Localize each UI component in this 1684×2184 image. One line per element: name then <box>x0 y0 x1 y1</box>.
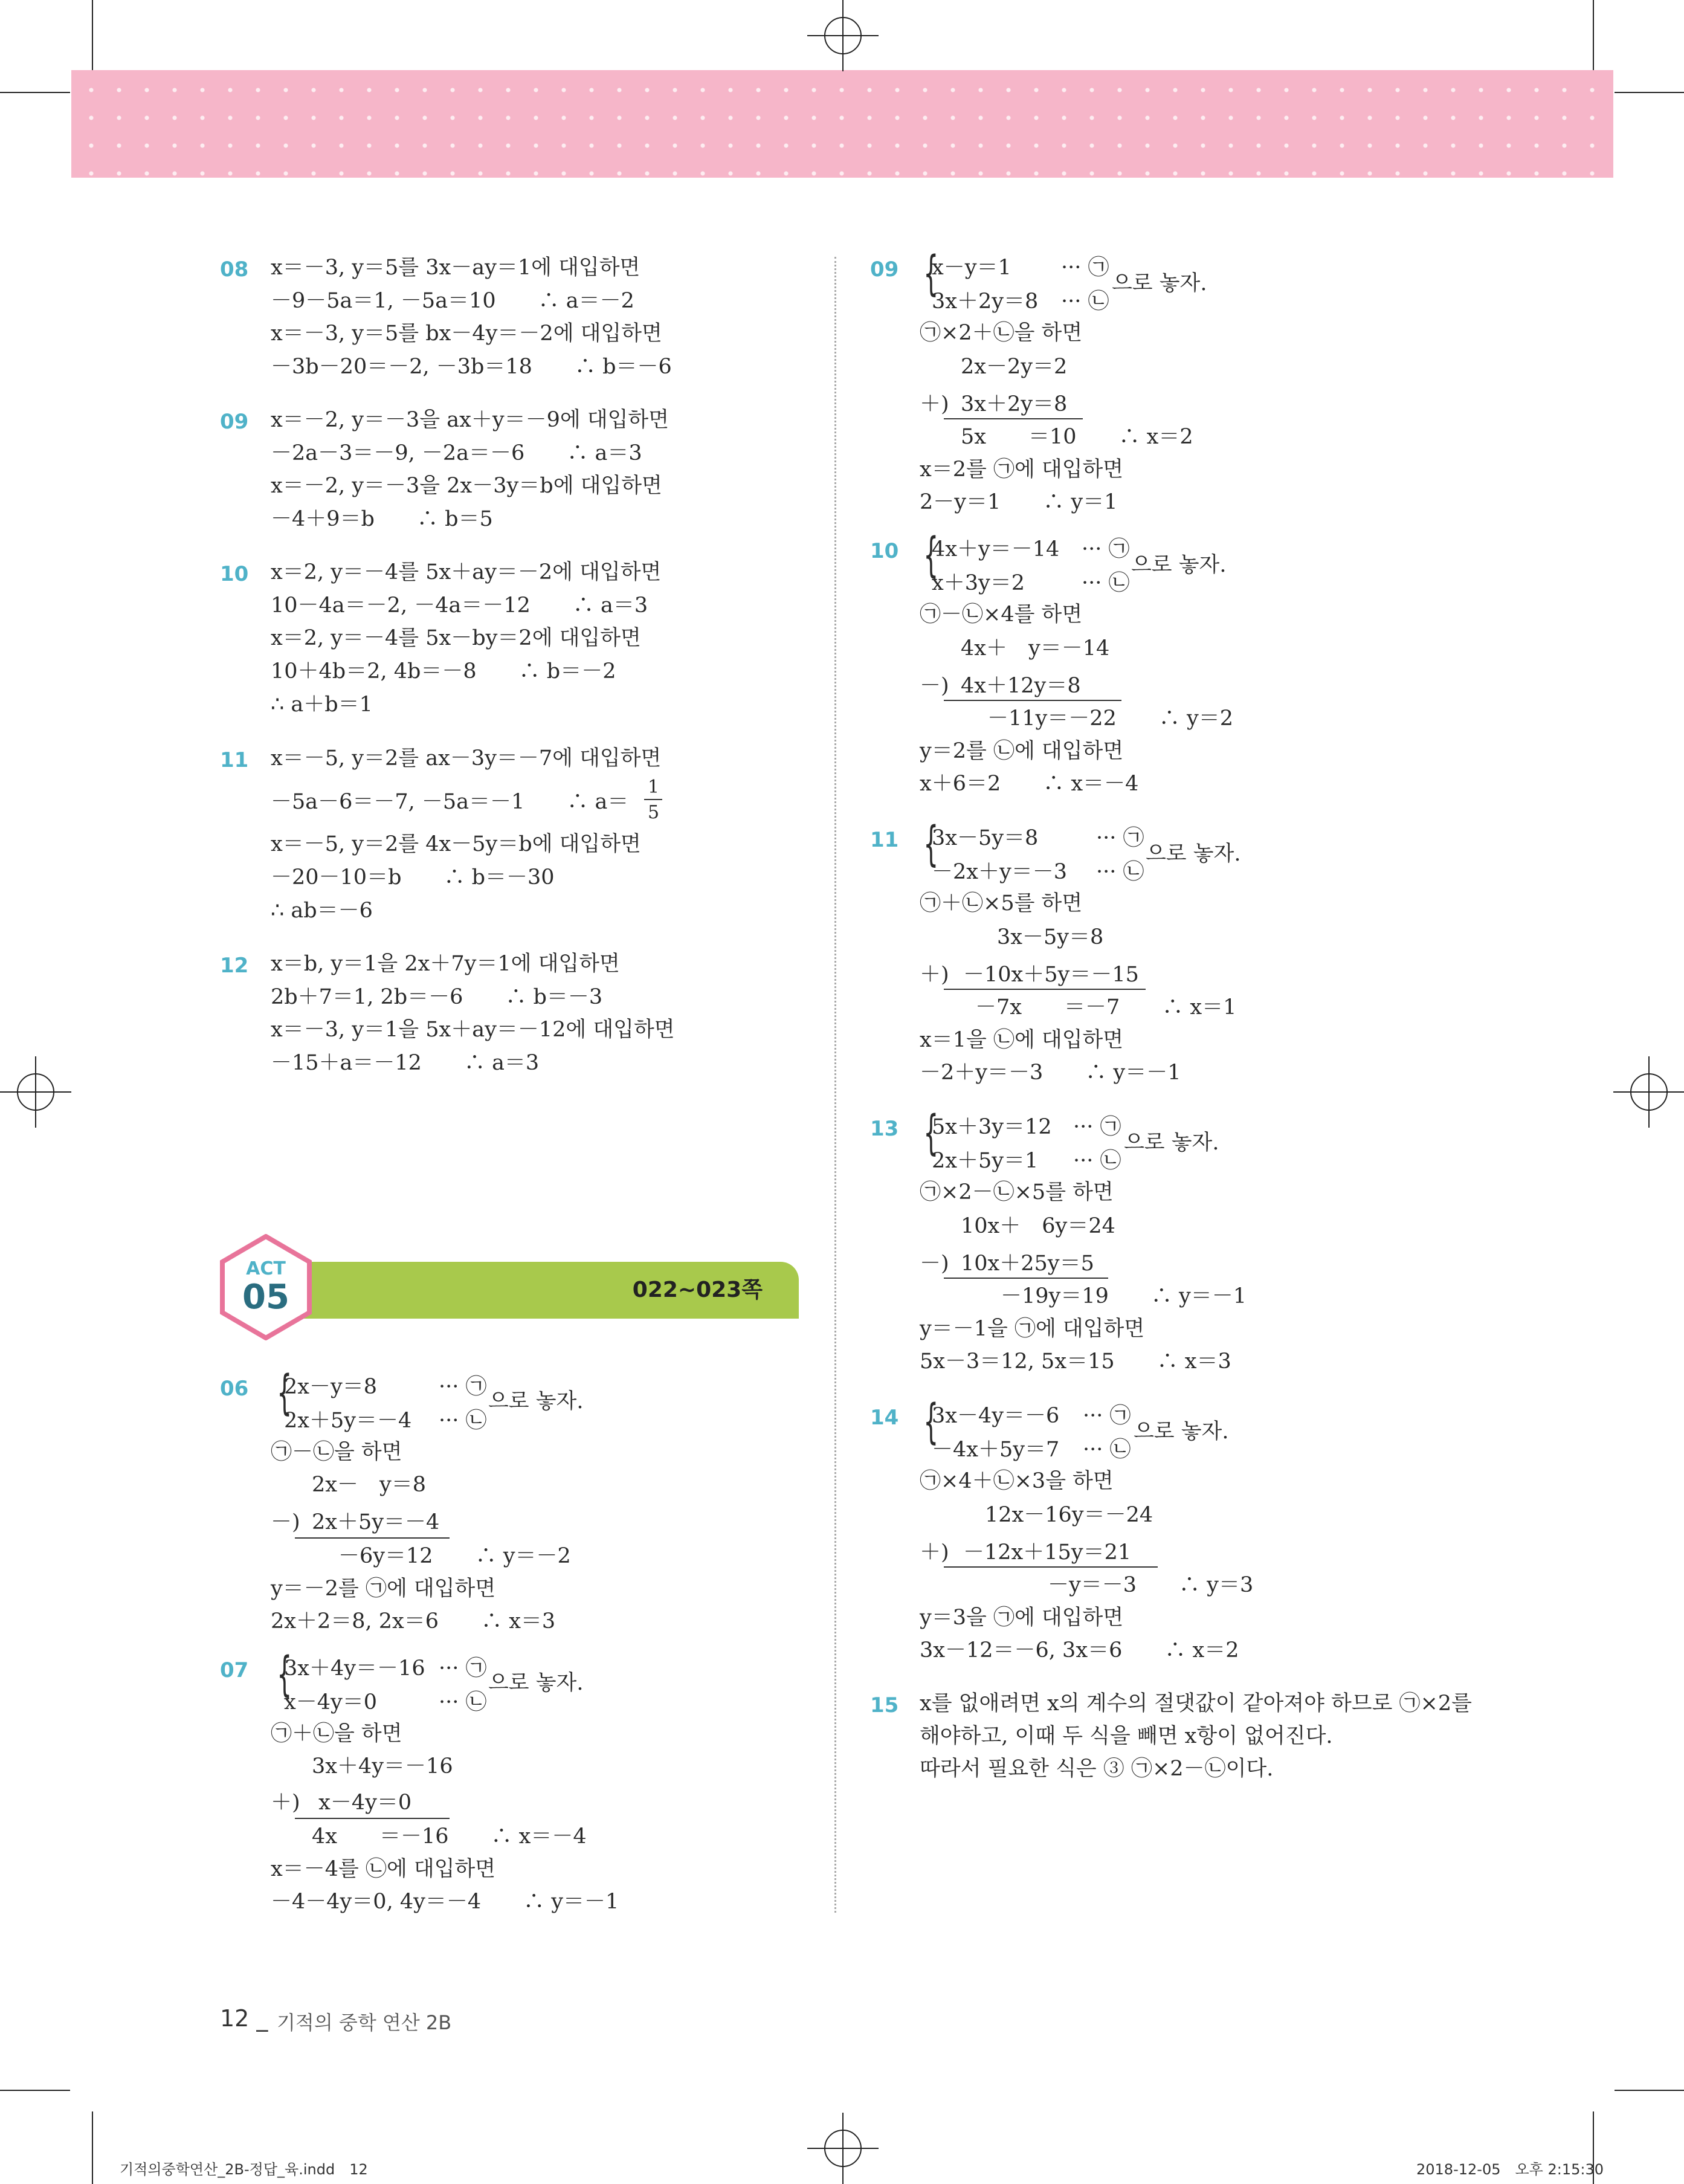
solution-line: x＝2, y＝－4를 5x－by＝2에 대입하면 <box>271 626 641 650</box>
act-label: ACT <box>246 1258 286 1279</box>
elimination-sign: ＋) <box>920 963 949 987</box>
solution-line: y＝3을 ㉠에 대입하면 <box>920 1606 1124 1630</box>
solution-line: 2－y＝1 ∴ y＝1 <box>920 490 1118 514</box>
equation-tag: ··· ㉠ <box>1061 256 1109 280</box>
elimination-row: －12x＋15y＝21 <box>963 1540 1132 1565</box>
elimination-row: 3x＋2y＝8 <box>961 392 1068 416</box>
solution-line: 5x－3＝12, 5x＝15 ∴ x＝3 <box>920 1349 1231 1374</box>
elimination-result: －19y＝19 ∴ y＝－1 <box>1001 1284 1247 1308</box>
elimination-row: 10x＋25y＝5 <box>961 1252 1094 1276</box>
equation-tag: ··· ㉠ <box>1073 1115 1121 1139</box>
equation-tag: ··· ㉡ <box>1083 1438 1131 1462</box>
problem-number: 11 <box>220 748 249 772</box>
system-suffix: 으로 놓자. <box>488 1671 584 1695</box>
solution-line: x＝b, y＝1을 2x＋7y＝1에 대입하면 <box>271 952 620 976</box>
elimination-result: 5x ＝10 ∴ x＝2 <box>961 425 1193 449</box>
crop-mark <box>92 2111 93 2184</box>
elimination-line <box>944 700 1121 701</box>
fraction-bar <box>644 799 662 800</box>
operation-line: ㉠－㉡을 하면 <box>271 1440 402 1464</box>
problem-number: 12 <box>220 954 249 978</box>
equation: 3x－4y＝－6 <box>932 1404 1060 1428</box>
solution-line: ∴ a＋b＝1 <box>271 693 373 717</box>
equation: 3x－5y＝8 <box>932 826 1039 850</box>
file-slug: 기적의중학연산_2B-정답_육.indd 12 <box>120 2161 368 2178</box>
solution-line: x＝－4를 ㉡에 대입하면 <box>271 1857 496 1881</box>
book-title: 기적의 중학 연산 2B <box>277 2011 452 2034</box>
solution-line: －2a－3＝－9, －2a＝－6 ∴ a＝3 <box>271 441 642 465</box>
solution-line: －4－4y＝0, 4y＝－4 ∴ y＝－1 <box>271 1890 619 1914</box>
problem-number: 14 <box>870 1406 899 1430</box>
equation-tag: ··· ㉠ <box>439 1656 487 1681</box>
column-divider <box>834 257 836 1913</box>
equation: 2x＋5y＝－4 <box>284 1409 412 1433</box>
system-suffix: 으로 놓자. <box>1112 271 1207 296</box>
elimination-sign: －) <box>271 1510 300 1534</box>
elimination-row: 2x＋5y＝－4 <box>312 1510 440 1534</box>
elimination-line <box>944 1278 1108 1279</box>
equation: 2x－y＝8 <box>284 1375 378 1399</box>
solution-line: 10－4a＝－2, －4a＝－12 ∴ a＝3 <box>271 593 648 618</box>
elimination-row: x－4y＝0 <box>312 1791 412 1815</box>
equation-tag: ··· ㉡ <box>1096 860 1144 884</box>
elimination-row: 3x＋4y＝－16 <box>312 1754 453 1779</box>
equation-tag: ··· ㉡ <box>439 1409 487 1433</box>
solution-line: －3b－20＝－2, －3b＝18 ∴ b＝－6 <box>271 355 672 379</box>
solution-line: x＝－5, y＝2를 ax－3y＝－7에 대입하면 <box>271 746 662 771</box>
elimination-line <box>944 989 1146 990</box>
equation: 3x＋2y＝8 <box>932 289 1039 314</box>
system-suffix: 으로 놓자. <box>488 1389 584 1413</box>
elimination-row: 10x＋ 6y＝24 <box>961 1214 1115 1238</box>
elimination-row: 4x＋ y＝－14 <box>961 636 1110 661</box>
solution-line: －2＋y＝－3 ∴ y＝－1 <box>920 1061 1181 1085</box>
elimination-result: 4x ＝－16 ∴ x＝－4 <box>312 1824 587 1849</box>
system-brace: { <box>923 1106 939 1160</box>
problem-number: 13 <box>870 1117 899 1141</box>
solution-line: y＝－2를 ㉠에 대입하면 <box>271 1577 496 1601</box>
problem-number: 10 <box>220 562 249 586</box>
solution-line: x＝－3, y＝1을 5x＋ay＝－12에 대입하면 <box>271 1018 675 1042</box>
equation: x－4y＝0 <box>284 1690 378 1714</box>
solution-line: x＝－3, y＝5를 3x－ay＝1에 대입하면 <box>271 256 640 280</box>
equation: －2x＋y＝－3 <box>932 860 1068 884</box>
system-suffix: 으로 놓자. <box>1131 553 1227 577</box>
equation-tag: ··· ㉡ <box>1073 1149 1121 1173</box>
solution-line: ∴ ab＝－6 <box>271 899 373 923</box>
page-number: 12 _ <box>220 2005 268 2032</box>
solution-line: 3x－12＝－6, 3x＝6 ∴ x＝2 <box>920 1638 1239 1662</box>
solution-line: 2b＋7＝1, 2b＝－6 ∴ b＝－3 <box>271 985 603 1009</box>
solution-line: x＝－3, y＝5를 bx－4y＝－2에 대입하면 <box>271 321 662 346</box>
act-number: 05 <box>242 1278 289 1317</box>
fraction-denominator: 5 <box>648 802 660 823</box>
system-suffix: 으로 놓자. <box>1146 842 1241 866</box>
equation: x－y＝1 <box>932 256 1011 280</box>
solution-line: x＋6＝2 ∴ x＝－4 <box>920 772 1139 796</box>
problem-number: 07 <box>220 1658 249 1682</box>
solution-line: －20－10＝b ∴ b＝－30 <box>271 865 555 890</box>
equation-tag: ··· ㉠ <box>1082 537 1130 561</box>
equation-tag: ··· ㉡ <box>1082 571 1130 595</box>
elimination-sign: ＋) <box>920 392 949 416</box>
elimination-sign: ＋) <box>271 1791 300 1815</box>
solution-line: －4＋9＝b ∴ b＝5 <box>271 507 493 531</box>
elimination-result: －11y＝－22 ∴ y＝2 <box>987 706 1234 731</box>
crop-mark <box>0 92 70 93</box>
operation-line: ㉠－㉡×4를 하면 <box>920 603 1083 627</box>
header-banner <box>71 70 1613 178</box>
equation-tag: ··· ㉠ <box>1096 826 1144 850</box>
problem-number: 09 <box>870 257 899 282</box>
crop-mark <box>1593 0 1594 70</box>
solution-line: －9－5a＝1, －5a＝10 ∴ a＝－2 <box>271 289 634 313</box>
system-brace: { <box>277 1647 292 1702</box>
fraction-numerator: 1 <box>648 777 660 798</box>
equation: －4x＋5y＝7 <box>932 1438 1060 1462</box>
registration-mark-icon <box>824 2130 862 2167</box>
system-brace: { <box>923 817 939 871</box>
equation-tag: ··· ㉡ <box>439 1690 487 1714</box>
print-timestamp: 2018-12-05 오후 2:15:30 <box>1416 2161 1604 2178</box>
elimination-result: －6y＝12 ∴ y＝－2 <box>338 1544 571 1568</box>
act-page-range: 022~023쪽 <box>632 1278 763 1302</box>
elimination-result: －7x ＝－7 ∴ x＝1 <box>975 995 1237 1019</box>
system-brace: { <box>277 1366 292 1420</box>
problem-number: 10 <box>870 539 899 563</box>
equation-tag: ··· ㉠ <box>1083 1404 1131 1428</box>
problem-number: 09 <box>220 410 249 434</box>
equation: 3x＋4y＝－16 <box>284 1656 425 1681</box>
registration-mark-icon <box>1630 1073 1668 1111</box>
solution-line: －5a－6＝－7, －5a＝－1 ∴ a＝ <box>271 790 629 814</box>
solution-line: x＝－2, y＝－3을 ax＋y＝－9에 대입하면 <box>271 408 669 432</box>
solution-line: 2x＋2＝8, 2x＝6 ∴ x＝3 <box>271 1609 556 1633</box>
system-suffix: 으로 놓자. <box>1124 1131 1219 1155</box>
crop-mark <box>0 2090 70 2091</box>
operation-line: ㉠＋㉡을 하면 <box>271 1722 402 1746</box>
equation: x＋3y＝2 <box>932 571 1025 595</box>
solution-line: 해야하고, 이때 두 식을 빼면 x항이 없어진다. <box>920 1724 1333 1748</box>
elimination-row: －10x＋5y＝－15 <box>963 963 1139 987</box>
solution-line: x＝2, y＝－4를 5x＋ay＝－2에 대입하면 <box>271 560 662 584</box>
operation-line: ㉠×4＋㉡×3을 하면 <box>920 1469 1114 1493</box>
solution-line: x＝－5, y＝2를 4x－5y＝b에 대입하면 <box>271 832 641 856</box>
registration-mark-icon <box>17 1073 54 1111</box>
elimination-line <box>295 1818 450 1819</box>
crop-mark <box>92 0 93 70</box>
solution-line: 따라서 필요한 식은 ③ ㉠×2－㉡이다. <box>920 1757 1274 1781</box>
problem-number: 08 <box>220 257 249 282</box>
solution-line: －15＋a＝－12 ∴ a＝3 <box>271 1051 540 1075</box>
system-brace: { <box>923 247 939 301</box>
crop-mark <box>1615 2090 1684 2091</box>
solution-line: 10＋4b＝2, 4b＝－8 ∴ b＝－2 <box>271 659 616 683</box>
operation-line: ㉠×2＋㉡을 하면 <box>920 321 1083 345</box>
elimination-sign: －) <box>920 674 949 698</box>
solution-line: x＝2를 ㉠에 대입하면 <box>920 457 1124 482</box>
elimination-line <box>944 418 1083 419</box>
problem-number: 15 <box>870 1693 899 1717</box>
operation-line: ㉠×2－㉡×5를 하면 <box>920 1180 1114 1204</box>
operation-line: ㉠＋㉡×5를 하면 <box>920 891 1083 916</box>
act-header-bar <box>260 1262 799 1319</box>
equation: 4x＋y＝－14 <box>932 537 1060 561</box>
elimination-sign: －) <box>920 1252 949 1276</box>
system-brace: { <box>923 1395 939 1449</box>
elimination-row: 4x＋12y＝8 <box>961 674 1081 698</box>
equation: 2x＋5y＝1 <box>932 1149 1039 1173</box>
system-suffix: 으로 놓자. <box>1134 1420 1229 1444</box>
solution-line: y＝2를 ㉡에 대입하면 <box>920 739 1124 763</box>
elimination-row: 3x－5y＝8 <box>997 925 1104 949</box>
solution-line: x를 없애려면 x의 계수의 절댓값이 같아져야 하므로 ㉠×2를 <box>920 1691 1472 1716</box>
elimination-sign: ＋) <box>920 1540 949 1565</box>
problem-number: 11 <box>870 828 899 852</box>
elimination-line <box>944 1566 1158 1568</box>
problem-number: 06 <box>220 1377 249 1401</box>
solution-line: x＝1을 ㉡에 대입하면 <box>920 1028 1124 1052</box>
elimination-result: －y＝－3 ∴ y＝3 <box>1048 1573 1254 1597</box>
elimination-row: 2x－ y＝8 <box>312 1473 427 1497</box>
elimination-row: 12x－16y＝－24 <box>985 1503 1153 1527</box>
elimination-row: 2x－2y＝2 <box>961 355 1068 379</box>
solution-line: x＝－2, y＝－3을 2x－3y＝b에 대입하면 <box>271 474 662 498</box>
elimination-line <box>295 1537 450 1539</box>
equation: 5x＋3y＝12 <box>932 1115 1052 1139</box>
solution-line: y＝－1을 ㉠에 대입하면 <box>920 1317 1145 1341</box>
equation-tag: ··· ㉡ <box>1061 289 1109 314</box>
registration-mark-icon <box>824 17 862 54</box>
crop-mark <box>1615 92 1684 93</box>
system-brace: { <box>923 528 939 583</box>
equation-tag: ··· ㉠ <box>439 1375 487 1399</box>
